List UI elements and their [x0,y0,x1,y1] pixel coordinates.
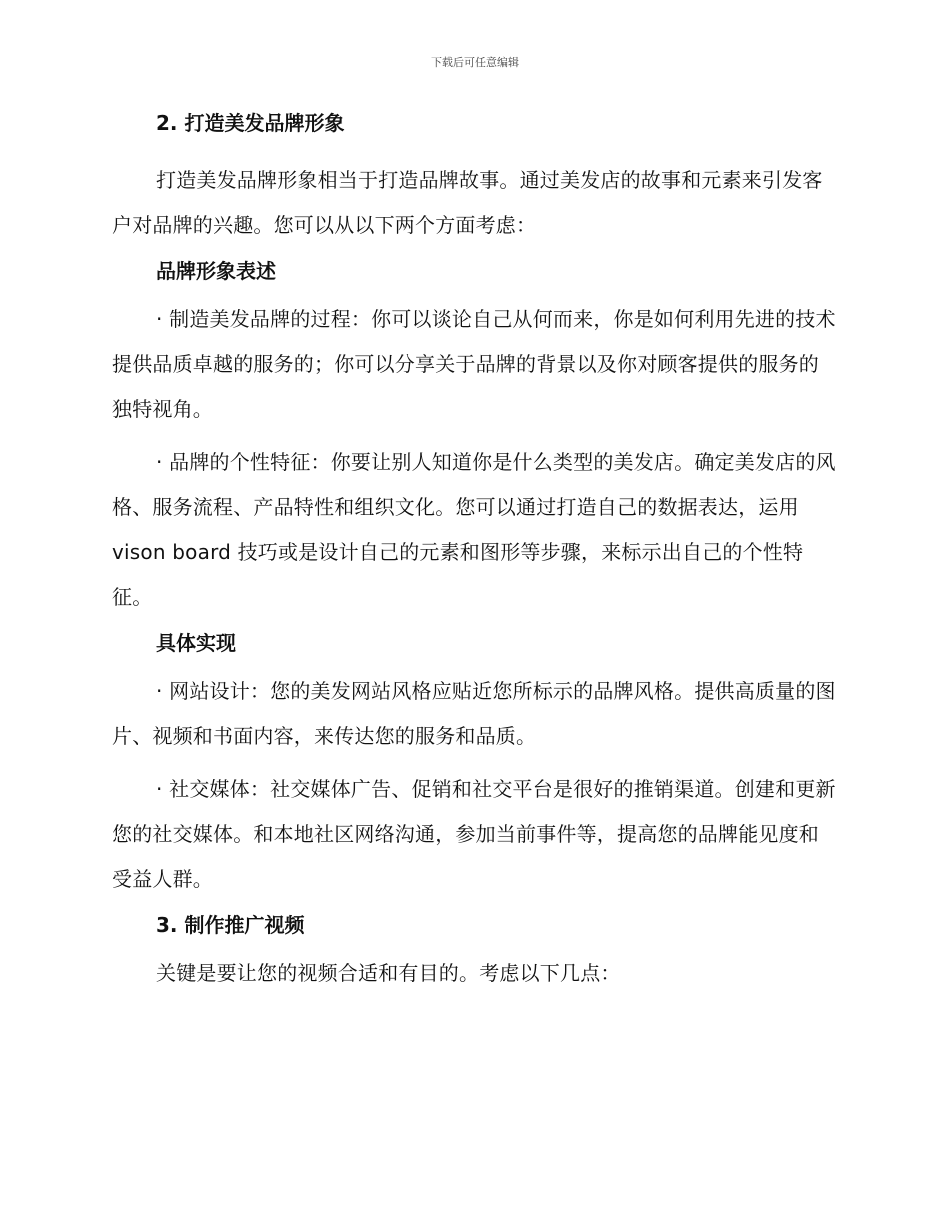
document-body [112,108,837,1004]
section-heading-2: 2. 打造美发品牌形象 [156,111,345,135]
subheading-brand-image: 品牌形象表述 [156,259,276,283]
paragraph-social-media: · 社交媒体：社交媒体广告、促销和社交平台是很好的推销渠道。创建和更新您的社交媒体。和本地社区网络沟通，参加当前事件等，提高您的品牌能见度和受益人群。 [112,777,836,891]
subheading-implementation: 具体实现 [156,631,236,655]
section-heading-3: 3. 制作推广视频 [156,913,305,937]
paragraph-brand-personality: · 品牌的个性特征：你要让别人知道你是什么类型的美发店。确定美发店的风格、服务流程、产品特性和组织文化。您可以通过打造自己的数据表达，运用 vison board 技巧或是设计自己的元素和图形等步骤，来标示出自己的个性特征。 [112,450,836,609]
page-header: 下载后可任意编辑 [431,56,519,69]
paragraph-brand-process: · 制造美发品牌的过程：你可以谈论自己从何而来，你是如何利用先进的技术提供品质卓越的服务的；你可以分享关于品牌的背景以及你对顾客提供的服务的独特视角。 [112,307,836,421]
paragraph-video: 关键是要让您的视频合适和有目的。考虑以下几点： [156,961,621,985]
paragraph-website-design: · 网站设计：您的美发网站风格应贴近您所标示的品牌风格。提供高质量的图片、视频和书面内容，来传达您的服务和品质。 [112,679,836,748]
paragraph-intro: 打造美发品牌形象相当于打造品牌故事。通过美发店的故事和元素来引发客户对品牌的兴趣。您可以从以下两个方面考虑： [112,168,823,237]
